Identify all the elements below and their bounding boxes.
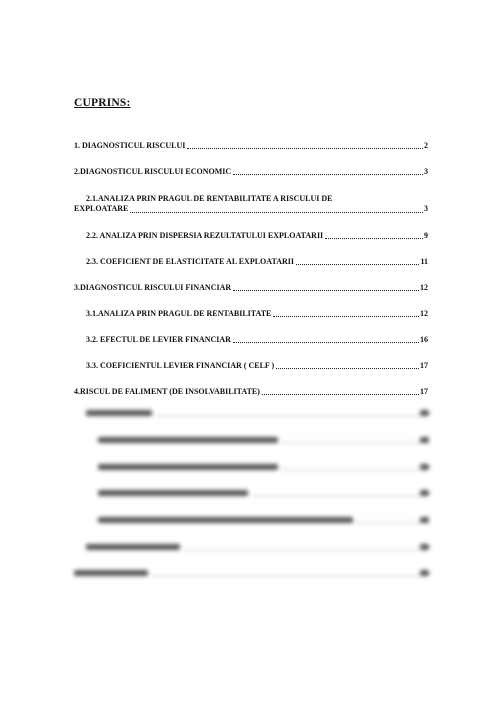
blurred-page-number <box>420 410 429 416</box>
toc-entry-label: 3.DIAGNOSTICUL RISCULUI FINANCIAR <box>74 283 232 292</box>
toc-entry-label-continuation: EXPLOATARE <box>74 204 129 213</box>
toc-entry-label: 2.1.ANALIZA PRIN PRAGUL DE RENTABILITATE A RISCULUI DE <box>86 194 333 203</box>
toc-entry-label: 1. DIAGNOSTICUL RISCULUI <box>74 141 186 150</box>
toc-entry-page: 12 <box>420 283 428 292</box>
blurred-text <box>74 570 148 576</box>
toc-heading: CUPRINS: <box>74 97 131 109</box>
toc-entry-label: 2.3. COEFICIENT DE ELASTICITATE AL EXPLOATARII <box>86 257 294 266</box>
blurred-text <box>98 464 278 470</box>
toc-entry-page: 3 <box>424 204 428 213</box>
toc-entry-page: 3 <box>424 167 428 176</box>
blurred-text <box>86 544 180 550</box>
blurred-page-number <box>420 517 429 523</box>
blurred-text <box>98 490 248 496</box>
blurred-page-number <box>420 544 429 550</box>
toc-entry-page: 11 <box>420 257 428 266</box>
toc-entry-label: 3.1.ANALIZA PRIN PRAGUL DE RENTABILITATE <box>86 309 272 318</box>
blurred-text <box>98 437 278 443</box>
toc-entry-page: 12 <box>420 309 428 318</box>
blurred-text <box>86 410 152 416</box>
blurred-page-number <box>420 570 429 576</box>
toc-entry-label: 3.2. EFECTUL DE LEVIER FINANCIAR <box>86 335 231 344</box>
toc-entry-label: 3.3. COEFICIENTUL LEVIER FINANCIAR ( CELF ) <box>86 361 275 370</box>
blurred-text <box>98 517 353 523</box>
blurred-page-number <box>420 490 429 496</box>
toc-entry-label: 4.RISCUL DE FALIMENT (DE INSOLVABILITATE) <box>74 387 260 396</box>
blurred-page-number <box>420 437 429 443</box>
toc-entry-page: 17 <box>420 387 428 396</box>
toc-entry-page: 9 <box>424 231 428 240</box>
toc-entry-page: 2 <box>424 141 428 150</box>
blurred-page-number <box>420 464 429 470</box>
toc-entry-label: 2.2. ANALIZA PRIN DISPERSIA REZULTATULUI EXPLOATARII <box>86 231 324 240</box>
toc-entry-page: 16 <box>420 335 428 344</box>
toc-entry-page: 17 <box>420 361 428 370</box>
toc-entry-label: 2.DIAGNOSTICUL RISCULUI ECONOMIC <box>74 167 232 176</box>
